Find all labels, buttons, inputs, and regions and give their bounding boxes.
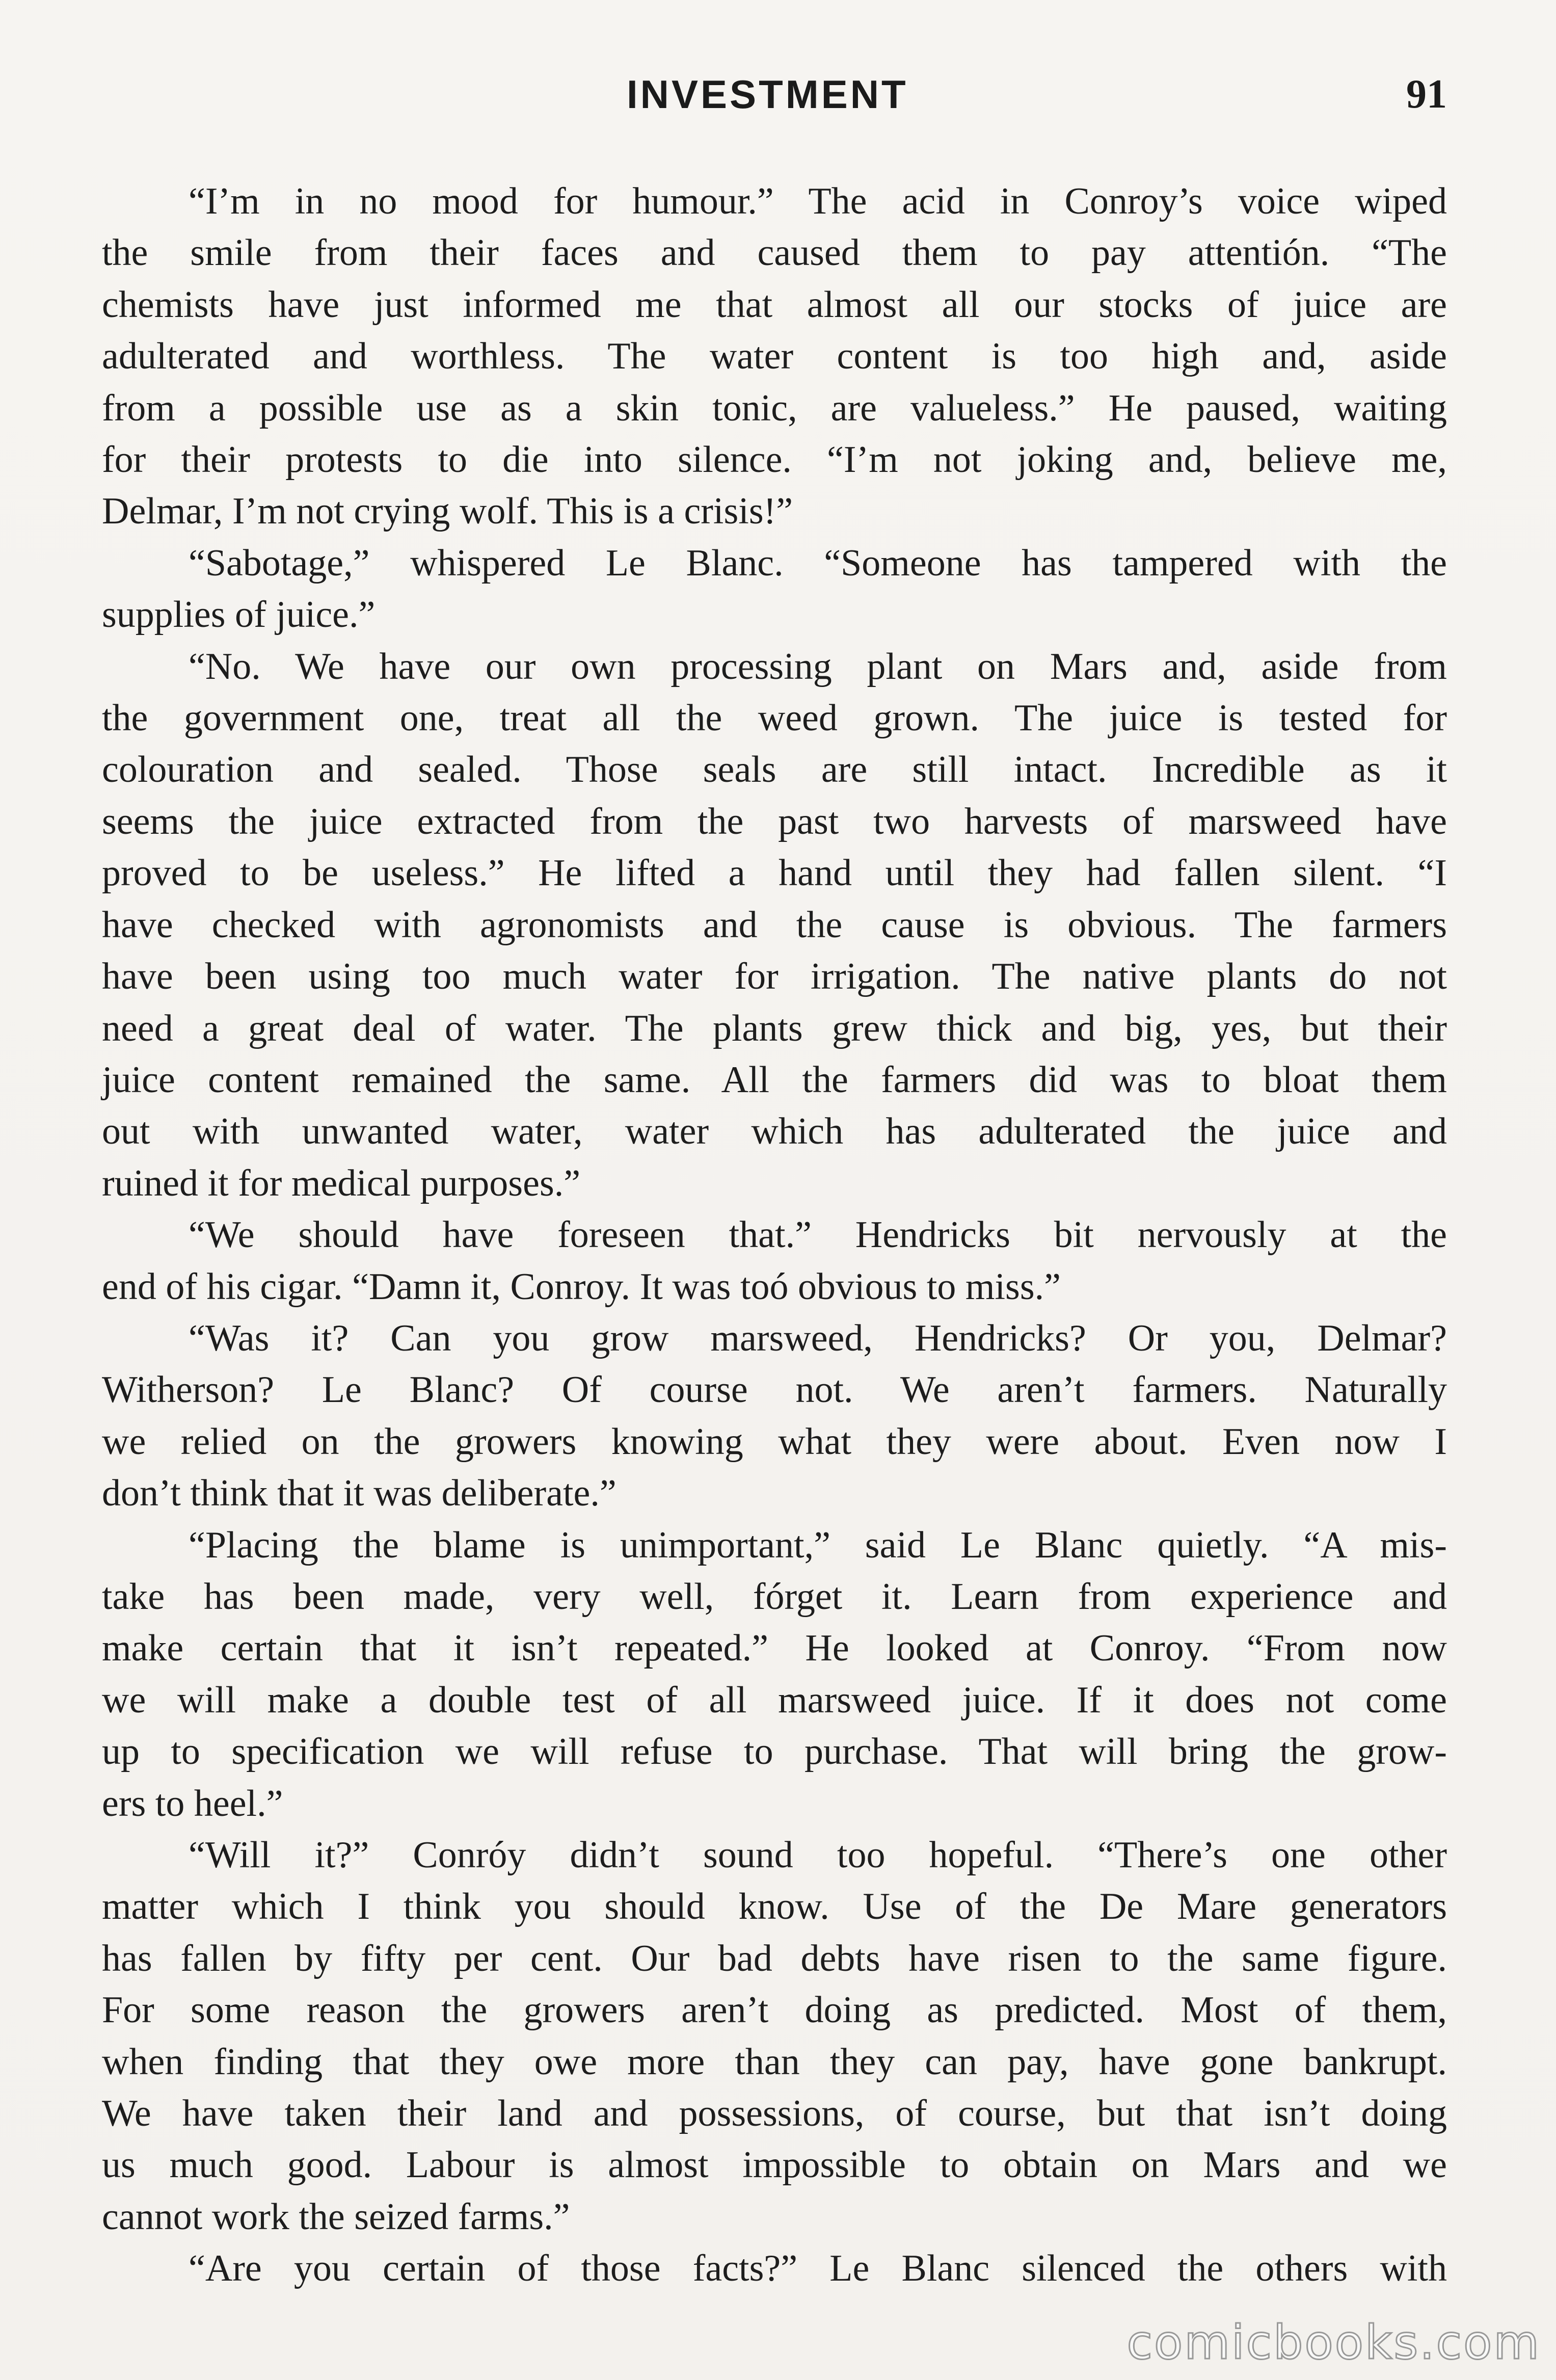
text-line: need a great deal of water. The plants grew thick and big, yes, but their xyxy=(102,1007,1447,1049)
text-line: have checked with agronomists and the cause is obvious. The farmers xyxy=(102,904,1447,946)
text-line: chemists have just informed me that almost all our stocks of juice are xyxy=(102,283,1447,326)
text-line: proved to be useless.” He lifted a hand until they had fallen silent. “I xyxy=(102,852,1447,894)
text-line: for their protests to die into silence. “I’m not joking and, believe me, xyxy=(102,439,1447,481)
text-line: “Placing the blame is unimportant,” said Le Blanc quietly. “A mis- xyxy=(189,1524,1447,1566)
text-line: colouration and sealed. Those seals are still intact. Incredible as it xyxy=(102,749,1447,791)
text-line: don’t think that it was deliberate.” xyxy=(102,1472,616,1515)
text-line: matter which I think you should know. Use of the De Mare generators xyxy=(102,1886,1447,1928)
text-line: “Was it? Can you grow marsweed, Hendricks? Or you, Delmar? xyxy=(189,1317,1447,1359)
text-line: the government one, treat all the weed grown. The juice is tested for xyxy=(102,697,1447,739)
text-line: seems the juice extracted from the past two harvests of marsweed have xyxy=(102,800,1447,842)
text-line: adulterated and worthless. The water content is too high and, aside xyxy=(102,335,1447,378)
text-line: Delmar, I’m not crying wolf. This is a crisis!” xyxy=(102,490,793,533)
text-line: juice content remained the same. All the farmers did was to bloat them xyxy=(102,1059,1447,1101)
text-line: the smile from their faces and caused them to pay attentión. “The xyxy=(102,232,1447,274)
text-line: up to specification we will refuse to purchase. That will bring the grow- xyxy=(102,1731,1447,1773)
running-head: INVESTMENT xyxy=(627,72,908,117)
text-line: us much good. Labour is almost impossible to obtain on Mars and we xyxy=(102,2144,1447,2186)
text-line: we will make a double test of all marsweed juice. If it does not come xyxy=(102,1679,1447,1721)
text-line: make certain that it isn’t repeated.” He looked at Conroy. “From now xyxy=(102,1627,1447,1670)
text-line: have been using too much water for irrigation. The native plants do not xyxy=(102,956,1447,998)
text-line: end of his cigar. “Damn it, Conroy. It was toó obvious to miss.” xyxy=(102,1265,1061,1308)
text-line: “We should have foreseen that.” Hendricks bit nervously at the xyxy=(189,1214,1447,1256)
body-text xyxy=(102,176,1447,2295)
text-line: “Will it?” Conróy didn’t sound too hopeful. “There’s one other xyxy=(189,1834,1447,1876)
text-line: take has been made, very well, fórget it. Learn from experience and xyxy=(102,1575,1447,1618)
text-line: “No. We have our own processing plant on Mars and, aside from xyxy=(189,645,1447,687)
text-line: when finding that they owe more than they can pay, have gone bankrupt. xyxy=(102,2041,1447,2083)
watermark-logo: comicbooks.com xyxy=(1126,2315,1541,2370)
text-line: We have taken their land and possessions, of course, but that isn’t doing xyxy=(102,2093,1447,2135)
text-line: “I’m in no mood for humour.” The acid in Conroy’s voice wiped xyxy=(189,180,1447,222)
text-line: ruined it for medical purposes.” xyxy=(102,1162,581,1204)
page-number: 91 xyxy=(1406,72,1447,117)
text-line: cannot work the seized farms.” xyxy=(102,2196,570,2238)
text-line: ers to heel.” xyxy=(102,1782,283,1824)
text-line: has fallen by fifty per cent. Our bad debts have risen to the same figure. xyxy=(102,1937,1447,1979)
text-line: we relied on the growers knowing what they were about. Even now I xyxy=(102,1420,1447,1463)
text-line: out with unwanted water, water which has adulterated the juice and xyxy=(102,1110,1447,1153)
text-line: “Sabotage,” whispered Le Blanc. “Someone has tampered with the xyxy=(189,542,1447,584)
text-line: from a possible use as a skin tonic, are valueless.” He paused, waiting xyxy=(102,387,1447,429)
text-line: For some reason the growers aren’t doing as predicted. Most of them, xyxy=(102,1989,1447,2031)
text-line: Witherson? Le Blanc? Of course not. We aren’t farmers. Naturally xyxy=(102,1369,1447,1411)
text-line: supplies of juice.” xyxy=(102,594,375,636)
page-header xyxy=(102,71,1447,127)
text-line: “Are you certain of those facts?” Le Blanc silenced the others with xyxy=(189,2247,1447,2290)
